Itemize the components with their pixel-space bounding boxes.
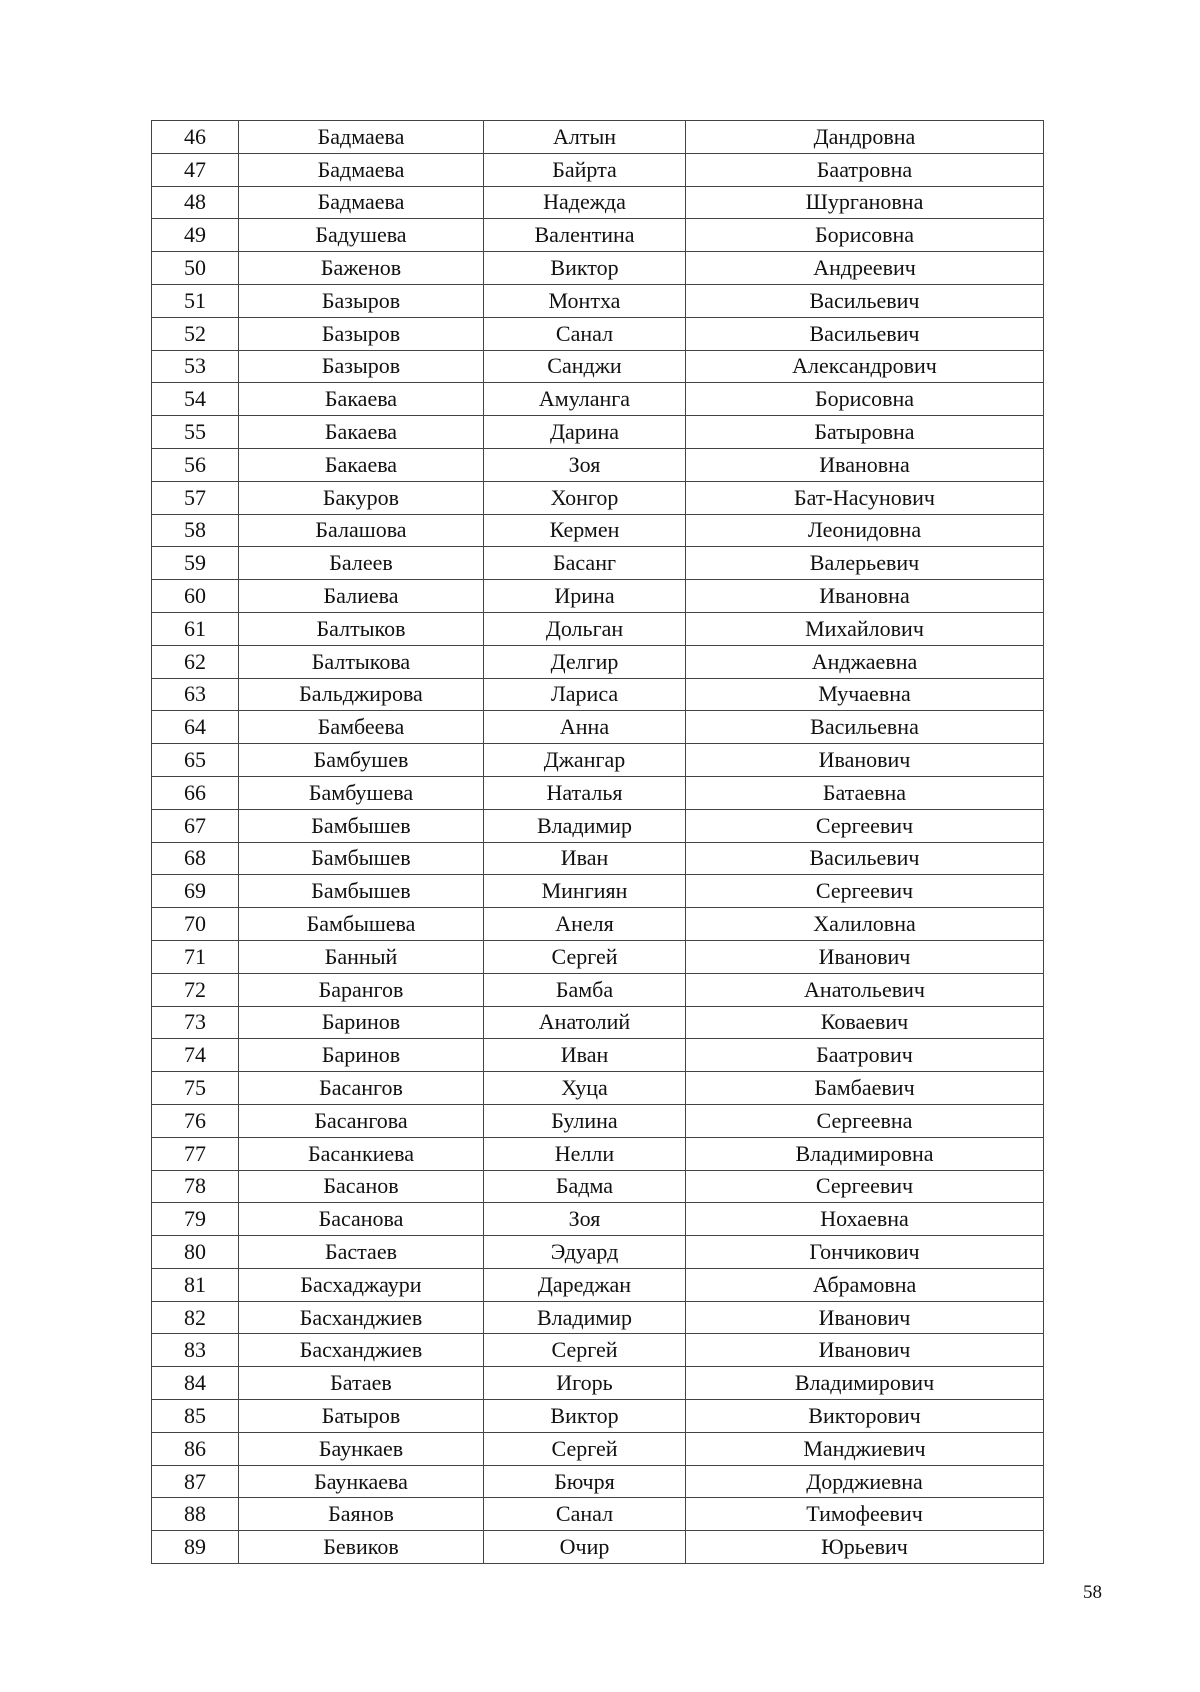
first-name-cell: Сергей — [484, 1334, 686, 1367]
first-name-cell: Зоя — [484, 1203, 686, 1236]
patronymic-cell: Халиловна — [686, 908, 1044, 941]
patronymic-cell: Ивановна — [686, 580, 1044, 613]
patronymic-cell: Михайлович — [686, 612, 1044, 645]
last-name-cell: Бамбеева — [239, 711, 484, 744]
patronymic-cell: Тимофеевич — [686, 1498, 1044, 1531]
patronymic-cell: Васильевна — [686, 711, 1044, 744]
first-name-cell: Мингиян — [484, 875, 686, 908]
last-name-cell: Батыров — [239, 1400, 484, 1433]
row-number: 77 — [152, 1137, 239, 1170]
first-name-cell: Амуланга — [484, 383, 686, 416]
table-row — [152, 514, 1044, 547]
last-name-cell: Бадушева — [239, 219, 484, 252]
last-name-cell: Батаев — [239, 1367, 484, 1400]
patronymic-cell: Батыровна — [686, 416, 1044, 449]
patronymic-cell: Иванович — [686, 1334, 1044, 1367]
first-name-cell: Анна — [484, 711, 686, 744]
first-name-cell: Анатолий — [484, 1006, 686, 1039]
patronymic-cell: Бамбаевич — [686, 1072, 1044, 1105]
first-name-cell: Сергей — [484, 940, 686, 973]
table-row — [152, 1334, 1044, 1367]
first-name-cell: Алтын — [484, 121, 686, 154]
row-number: 82 — [152, 1301, 239, 1334]
table-row — [152, 1104, 1044, 1137]
last-name-cell: Балтыков — [239, 612, 484, 645]
last-name-cell: Балтыкова — [239, 645, 484, 678]
first-name-cell: Наталья — [484, 776, 686, 809]
table-row — [152, 809, 1044, 842]
first-name-cell: Джангар — [484, 744, 686, 777]
table-row — [152, 1006, 1044, 1039]
first-name-cell: Иван — [484, 1039, 686, 1072]
first-name-cell: Владимир — [484, 1301, 686, 1334]
first-name-cell: Хуца — [484, 1072, 686, 1105]
patronymic-cell: Андреевич — [686, 252, 1044, 285]
table-row — [152, 448, 1044, 481]
last-name-cell: Бамбушева — [239, 776, 484, 809]
table-row — [152, 744, 1044, 777]
row-number: 70 — [152, 908, 239, 941]
row-number: 73 — [152, 1006, 239, 1039]
row-number: 65 — [152, 744, 239, 777]
last-name-cell: Бамбышева — [239, 908, 484, 941]
first-name-cell: Зоя — [484, 448, 686, 481]
row-number: 66 — [152, 776, 239, 809]
patronymic-cell: Иванович — [686, 1301, 1044, 1334]
patronymic-cell: Сергеевич — [686, 809, 1044, 842]
patronymic-cell: Васильевич — [686, 317, 1044, 350]
first-name-cell: Санал — [484, 317, 686, 350]
row-number: 50 — [152, 252, 239, 285]
page-number: 58 — [1083, 1582, 1102, 1603]
row-number: 87 — [152, 1465, 239, 1498]
row-number: 81 — [152, 1268, 239, 1301]
last-name-cell: Барангов — [239, 973, 484, 1006]
last-name-cell: Бакуров — [239, 481, 484, 514]
last-name-cell: Баринов — [239, 1039, 484, 1072]
patronymic-cell: Иванович — [686, 744, 1044, 777]
row-number: 72 — [152, 973, 239, 1006]
patronymic-cell: Васильевич — [686, 842, 1044, 875]
patronymic-cell: Викторович — [686, 1400, 1044, 1433]
table-row — [152, 547, 1044, 580]
patronymic-cell: Юрьевич — [686, 1531, 1044, 1564]
table-row — [152, 317, 1044, 350]
table-row — [152, 1531, 1044, 1564]
patronymic-cell: Валерьевич — [686, 547, 1044, 580]
table-row — [152, 645, 1044, 678]
table-row — [152, 1268, 1044, 1301]
last-name-cell: Бакаева — [239, 448, 484, 481]
table-row — [152, 1432, 1044, 1465]
first-name-cell: Ирина — [484, 580, 686, 613]
first-name-cell: Виктор — [484, 252, 686, 285]
last-name-cell: Басханджиев — [239, 1301, 484, 1334]
first-name-cell: Виктор — [484, 1400, 686, 1433]
row-number: 59 — [152, 547, 239, 580]
patronymic-cell: Баатрович — [686, 1039, 1044, 1072]
row-number: 86 — [152, 1432, 239, 1465]
row-number: 52 — [152, 317, 239, 350]
table-row — [152, 1400, 1044, 1433]
first-name-cell: Лариса — [484, 678, 686, 711]
last-name-cell: Басхаджаури — [239, 1268, 484, 1301]
row-number: 85 — [152, 1400, 239, 1433]
patronymic-cell: Васильевич — [686, 284, 1044, 317]
last-name-cell: Балеев — [239, 547, 484, 580]
row-number: 54 — [152, 383, 239, 416]
row-number: 88 — [152, 1498, 239, 1531]
table-row — [152, 940, 1044, 973]
last-name-cell: Басангов — [239, 1072, 484, 1105]
patronymic-cell: Нохаевна — [686, 1203, 1044, 1236]
row-number: 62 — [152, 645, 239, 678]
row-number: 75 — [152, 1072, 239, 1105]
table-row — [152, 908, 1044, 941]
last-name-cell: Бадмаева — [239, 186, 484, 219]
first-name-cell: Дольган — [484, 612, 686, 645]
patronymic-cell: Дорджиевна — [686, 1465, 1044, 1498]
patronymic-cell: Гончикович — [686, 1236, 1044, 1269]
table-row — [152, 776, 1044, 809]
name-table — [151, 120, 1044, 1564]
patronymic-cell: Батаевна — [686, 776, 1044, 809]
row-number: 53 — [152, 350, 239, 383]
table-row — [152, 153, 1044, 186]
first-name-cell: Басанг — [484, 547, 686, 580]
patronymic-cell: Бат-Насунович — [686, 481, 1044, 514]
first-name-cell: Иван — [484, 842, 686, 875]
last-name-cell: Бамбушев — [239, 744, 484, 777]
last-name-cell: Балиева — [239, 580, 484, 613]
patronymic-cell: Владимирович — [686, 1367, 1044, 1400]
patronymic-cell: Шургановна — [686, 186, 1044, 219]
first-name-cell: Надежда — [484, 186, 686, 219]
first-name-cell: Очир — [484, 1531, 686, 1564]
last-name-cell: Балашова — [239, 514, 484, 547]
table-row — [152, 284, 1044, 317]
table-row — [152, 186, 1044, 219]
first-name-cell: Делгир — [484, 645, 686, 678]
table-row — [152, 1039, 1044, 1072]
table-row — [152, 1203, 1044, 1236]
last-name-cell: Басангова — [239, 1104, 484, 1137]
first-name-cell: Санал — [484, 1498, 686, 1531]
row-number: 80 — [152, 1236, 239, 1269]
row-number: 84 — [152, 1367, 239, 1400]
last-name-cell: Базыров — [239, 284, 484, 317]
table-row — [152, 1498, 1044, 1531]
table-row — [152, 842, 1044, 875]
row-number: 64 — [152, 711, 239, 744]
first-name-cell: Монтха — [484, 284, 686, 317]
first-name-cell: Сергей — [484, 1432, 686, 1465]
patronymic-cell: Ивановна — [686, 448, 1044, 481]
table-row — [152, 1137, 1044, 1170]
last-name-cell: Баункаев — [239, 1432, 484, 1465]
last-name-cell: Бамбышев — [239, 842, 484, 875]
table-row — [152, 1236, 1044, 1269]
patronymic-cell: Борисовна — [686, 383, 1044, 416]
table-row — [152, 481, 1044, 514]
first-name-cell: Нелли — [484, 1137, 686, 1170]
last-name-cell: Басанов — [239, 1170, 484, 1203]
row-number: 79 — [152, 1203, 239, 1236]
row-number: 69 — [152, 875, 239, 908]
row-number: 49 — [152, 219, 239, 252]
table-row — [152, 252, 1044, 285]
last-name-cell: Бакаева — [239, 416, 484, 449]
patronymic-cell: Борисовна — [686, 219, 1044, 252]
patronymic-cell: Иванович — [686, 940, 1044, 973]
patronymic-cell: Сергеевич — [686, 1170, 1044, 1203]
patronymic-cell: Владимировна — [686, 1137, 1044, 1170]
first-name-cell: Анеля — [484, 908, 686, 941]
first-name-cell: Дарина — [484, 416, 686, 449]
row-number: 57 — [152, 481, 239, 514]
first-name-cell: Эдуард — [484, 1236, 686, 1269]
first-name-cell: Бадма — [484, 1170, 686, 1203]
row-number: 51 — [152, 284, 239, 317]
row-number: 89 — [152, 1531, 239, 1564]
last-name-cell: Басханджиев — [239, 1334, 484, 1367]
row-number: 55 — [152, 416, 239, 449]
first-name-cell: Бючря — [484, 1465, 686, 1498]
patronymic-cell: Сергеевна — [686, 1104, 1044, 1137]
first-name-cell: Кермен — [484, 514, 686, 547]
row-number: 76 — [152, 1104, 239, 1137]
table-row — [152, 678, 1044, 711]
row-number: 63 — [152, 678, 239, 711]
last-name-cell: Банный — [239, 940, 484, 973]
last-name-cell: Базыров — [239, 350, 484, 383]
row-number: 74 — [152, 1039, 239, 1072]
table-row — [152, 1072, 1044, 1105]
patronymic-cell: Анджаевна — [686, 645, 1044, 678]
first-name-cell: Бамба — [484, 973, 686, 1006]
row-number: 71 — [152, 940, 239, 973]
table-row — [152, 875, 1044, 908]
row-number: 48 — [152, 186, 239, 219]
patronymic-cell: Коваевич — [686, 1006, 1044, 1039]
last-name-cell: Базыров — [239, 317, 484, 350]
row-number: 67 — [152, 809, 239, 842]
last-name-cell: Басанова — [239, 1203, 484, 1236]
last-name-cell: Бадмаева — [239, 153, 484, 186]
row-number: 46 — [152, 121, 239, 154]
patronymic-cell: Сергеевич — [686, 875, 1044, 908]
patronymic-cell: Александрович — [686, 350, 1044, 383]
table-row — [152, 1367, 1044, 1400]
table-row — [152, 1301, 1044, 1334]
table-row — [152, 1170, 1044, 1203]
patronymic-cell: Абрамовна — [686, 1268, 1044, 1301]
first-name-cell: Владимир — [484, 809, 686, 842]
row-number: 68 — [152, 842, 239, 875]
first-name-cell: Санджи — [484, 350, 686, 383]
table-row — [152, 580, 1044, 613]
last-name-cell: Бамбышев — [239, 875, 484, 908]
row-number: 56 — [152, 448, 239, 481]
last-name-cell: Бевиков — [239, 1531, 484, 1564]
first-name-cell: Хонгор — [484, 481, 686, 514]
table-row — [152, 711, 1044, 744]
patronymic-cell: Баатровна — [686, 153, 1044, 186]
name-table-body — [152, 121, 1044, 1564]
last-name-cell: Бакаева — [239, 383, 484, 416]
first-name-cell: Булина — [484, 1104, 686, 1137]
first-name-cell: Валентина — [484, 219, 686, 252]
patronymic-cell: Анатольевич — [686, 973, 1044, 1006]
first-name-cell: Игорь — [484, 1367, 686, 1400]
last-name-cell: Бадмаева — [239, 121, 484, 154]
table-row — [152, 350, 1044, 383]
row-number: 83 — [152, 1334, 239, 1367]
last-name-cell: Баженов — [239, 252, 484, 285]
first-name-cell: Дареджан — [484, 1268, 686, 1301]
patronymic-cell: Мучаевна — [686, 678, 1044, 711]
last-name-cell: Бамбышев — [239, 809, 484, 842]
table-row — [152, 219, 1044, 252]
last-name-cell: Бастаев — [239, 1236, 484, 1269]
last-name-cell: Бальджирова — [239, 678, 484, 711]
row-number: 61 — [152, 612, 239, 645]
last-name-cell: Баянов — [239, 1498, 484, 1531]
row-number: 78 — [152, 1170, 239, 1203]
last-name-cell: Басанкиева — [239, 1137, 484, 1170]
last-name-cell: Баункаева — [239, 1465, 484, 1498]
table-row — [152, 1465, 1044, 1498]
table-row — [152, 973, 1044, 1006]
table-row — [152, 612, 1044, 645]
table-row — [152, 416, 1044, 449]
row-number: 58 — [152, 514, 239, 547]
table-row — [152, 121, 1044, 154]
patronymic-cell: Манджиевич — [686, 1432, 1044, 1465]
first-name-cell: Байрта — [484, 153, 686, 186]
row-number: 47 — [152, 153, 239, 186]
last-name-cell: Баринов — [239, 1006, 484, 1039]
row-number: 60 — [152, 580, 239, 613]
table-row — [152, 383, 1044, 416]
patronymic-cell: Леонидовна — [686, 514, 1044, 547]
patronymic-cell: Дандровна — [686, 121, 1044, 154]
